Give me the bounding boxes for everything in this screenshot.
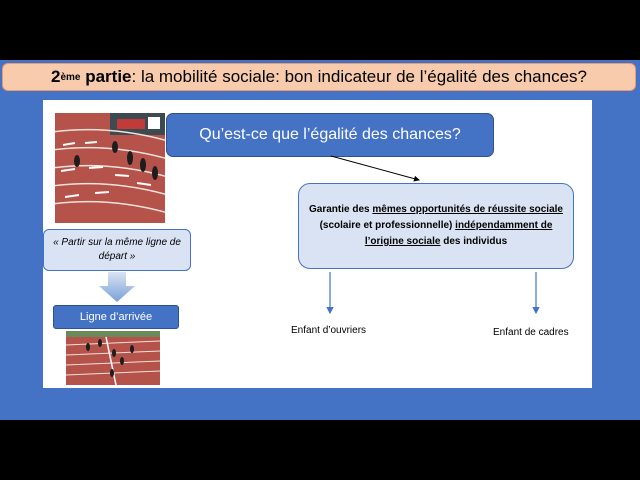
quote-box [43,229,191,271]
question-box [166,113,494,157]
definition-part1: Garantie des [309,204,373,215]
quote-text: « Partir sur la même ligne de départ » [53,237,181,262]
definition-underline2: indépendamment de l’origine sociale [364,220,553,247]
definition-text [309,202,563,250]
title-part-word: partie [85,67,132,86]
title-rest: : la mobilité sociale: bon indicateur de l’égalité des chances? [131,67,587,86]
title-part-number: 2 [50,67,61,86]
definition-underline1: mêmes opportunités de réussite sociale [372,204,563,215]
finish-label: Ligne d’arrivée [79,311,153,323]
branch-left-label: Enfant d’ouvriers [291,325,367,336]
definition-part3: des individus [440,236,508,247]
down-arrow-icon [99,272,135,302]
branch-right-label: Enfant de cadres [493,327,569,338]
finish-line-box [53,305,179,329]
title-superscript: ème [60,71,81,83]
question-text: Qu’est-ce que l’égalité des chances? [199,126,461,143]
sprint-photo [66,331,160,385]
definition-part2: (scolaire et professionnelle) [319,220,456,231]
slide-title [2,63,636,91]
hurdles-photo [55,113,165,223]
definition-box [298,183,574,269]
